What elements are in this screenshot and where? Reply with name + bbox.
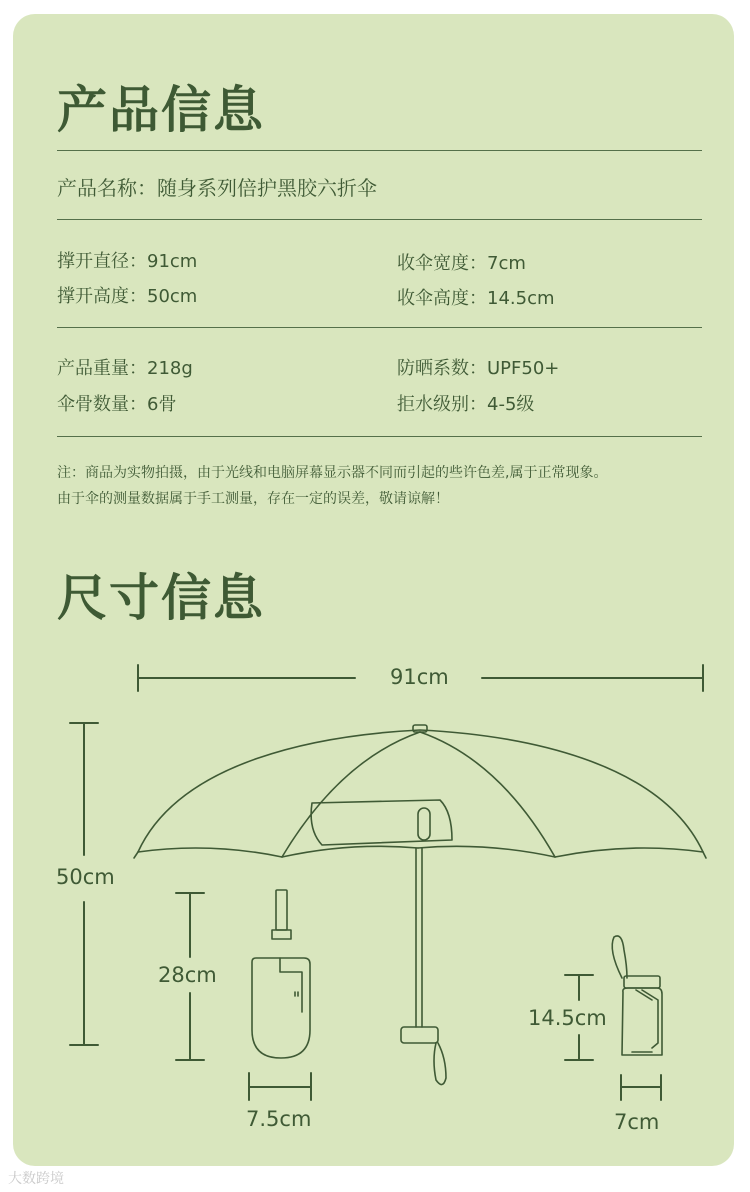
- spec-weight: 产品重量：218g: [57, 358, 193, 379]
- label-folded-width: 7cm: [614, 1110, 660, 1134]
- note-line-2: 由于伞的测量数据属于手工测量，存在一定的误差，敬请谅解！: [57, 491, 449, 507]
- spec-open-diameter: 撑开直径：91cm: [57, 251, 198, 272]
- cover-width-dimension-line: [249, 1073, 311, 1100]
- spec-folded-width: 收伞宽度：7cm: [397, 253, 526, 274]
- watermark: 大数跨境: [8, 1171, 64, 1187]
- label-cover-height: 28cm: [158, 963, 217, 987]
- size-info-title: 尺寸信息: [57, 568, 265, 627]
- label-folded-height: 14.5cm: [528, 1006, 607, 1030]
- label-open-diameter: 91cm: [390, 665, 449, 689]
- umbrella-cover-drawing: [252, 890, 310, 1058]
- note-line-1: 注：商品为实物拍摄，由于光线和电脑屏幕显示器不同而引起的些许色差,属于正常现象。: [57, 465, 608, 481]
- label-cover-width: 7.5cm: [246, 1107, 312, 1131]
- label-open-height: 50cm: [56, 865, 115, 889]
- product-name-line: 产品名称：随身系列倍护黑胶六折伞: [57, 176, 377, 200]
- spec-water-repellency: 拒水级别：4-5级: [397, 394, 535, 415]
- open-umbrella-drawing: [134, 725, 706, 1085]
- product-info-title: 产品信息: [57, 80, 265, 139]
- spec-folded-height: 收伞高度：14.5cm: [397, 288, 555, 309]
- spec-ribs: 伞骨数量：6骨: [57, 394, 177, 415]
- spec-upf: 防晒系数：UPF50+: [397, 358, 560, 379]
- spec-open-height: 撑开高度：50cm: [57, 286, 198, 307]
- folded-width-dimension-line: [621, 1075, 661, 1100]
- folded-umbrella-drawing: [612, 936, 662, 1055]
